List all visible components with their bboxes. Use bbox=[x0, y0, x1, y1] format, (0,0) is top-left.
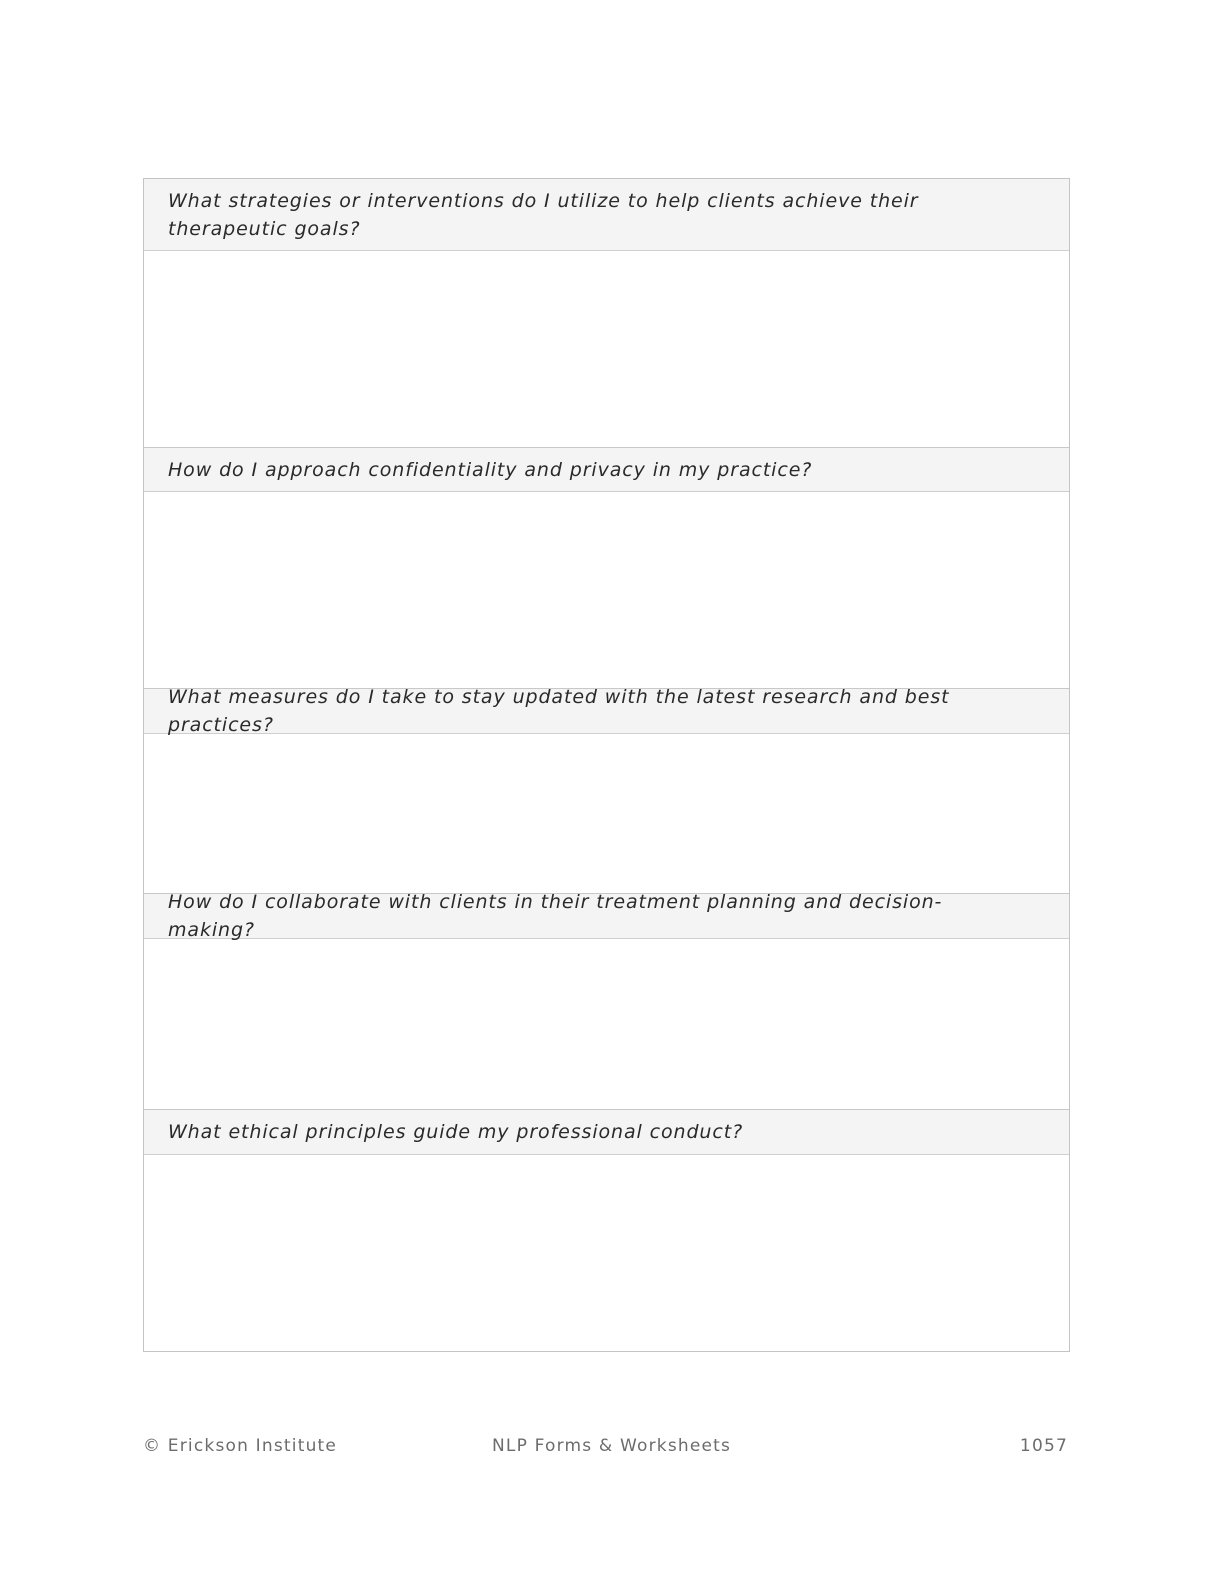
page-number: 1057 bbox=[1019, 1436, 1068, 1456]
question-section bbox=[144, 1110, 1069, 1351]
question-header bbox=[144, 891, 1069, 941]
page-footer bbox=[143, 1436, 1068, 1460]
answer-area[interactable] bbox=[144, 734, 1069, 894]
answer-area[interactable] bbox=[144, 251, 1069, 448]
question-header bbox=[144, 179, 1069, 251]
question-text: What measures do I take to stay updated with the latest research and best practices? bbox=[168, 686, 950, 736]
question-text: How do I collaborate with clients in their treatment planning and decision-making? bbox=[168, 891, 943, 941]
question-header bbox=[144, 1110, 1069, 1155]
question-section bbox=[144, 891, 1069, 1110]
answer-area[interactable] bbox=[144, 492, 1069, 689]
question-text: What ethical principles guide my professional conduct? bbox=[168, 1121, 744, 1143]
footer-title: NLP Forms & Worksheets bbox=[492, 1436, 732, 1456]
question-section bbox=[144, 179, 1069, 448]
question-header bbox=[144, 448, 1069, 492]
question-section bbox=[144, 448, 1069, 689]
answer-area[interactable] bbox=[144, 939, 1069, 1110]
question-text: What strategies or interventions do I utilize to help clients achieve their therapeutic goals? bbox=[168, 189, 919, 240]
question-section bbox=[144, 686, 1069, 894]
question-header bbox=[144, 686, 1069, 736]
footer-copyright: © Erickson Institute bbox=[143, 1436, 338, 1456]
worksheet-table bbox=[143, 178, 1070, 1352]
question-text: How do I approach confidentiality and privacy in my practice? bbox=[168, 458, 813, 481]
answer-area[interactable] bbox=[144, 1155, 1069, 1351]
